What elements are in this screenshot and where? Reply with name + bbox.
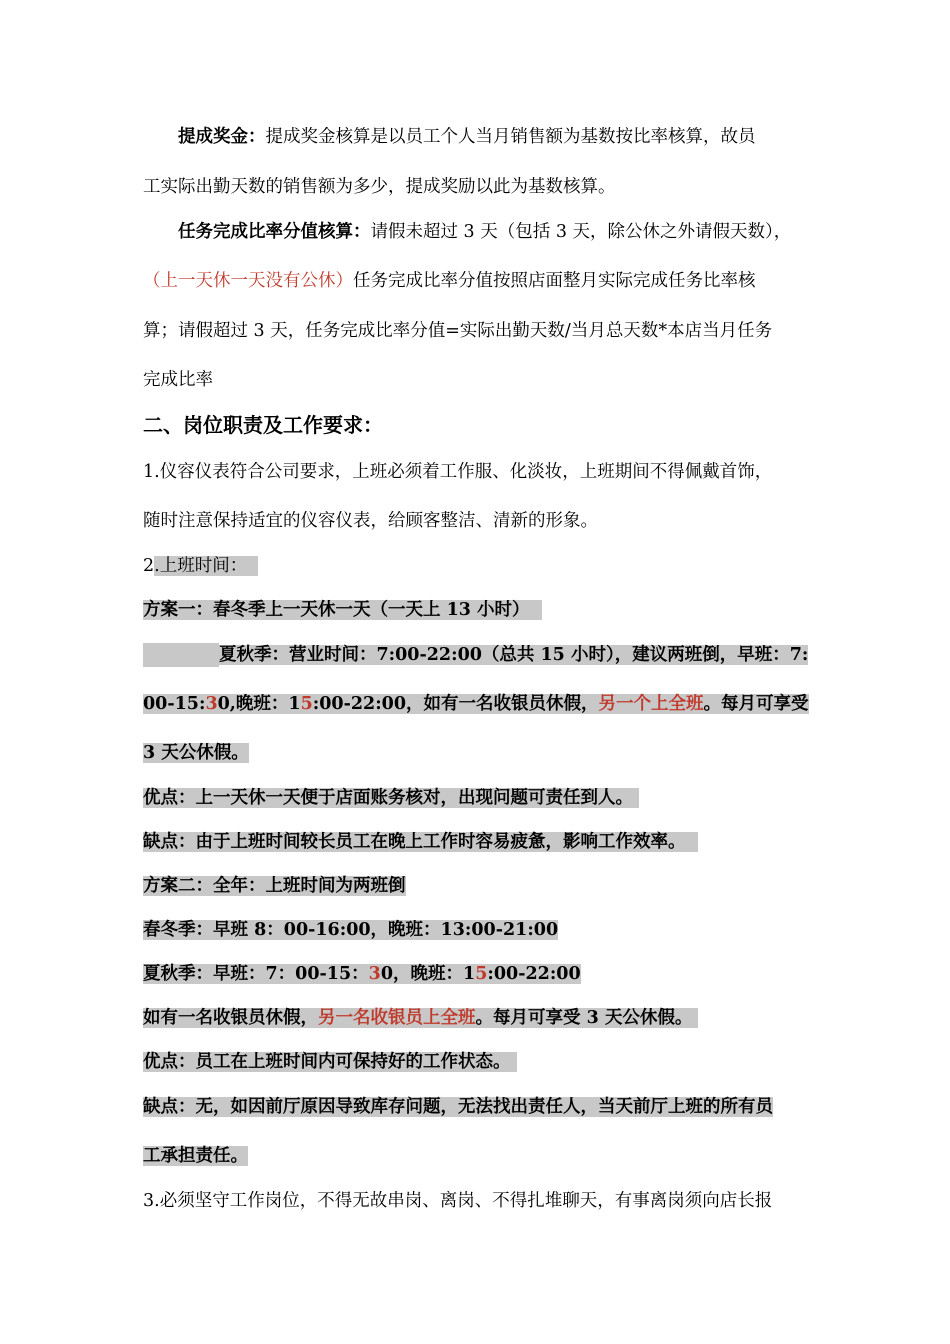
item1-line-2: 随时注意保持适宜的仪容仪表，给顾客整洁、清新的形象。 <box>143 511 598 531</box>
item3-line-1: 3.必须坚守工作岗位，不得无故串岗、离岗、不得扎堆聊天，有事离岗须向店长报 <box>143 1191 773 1211</box>
plan1-cons: 缺点：由于上班时间较长员工在晚上工作时容易疲惫，影响工作效率。 <box>143 830 698 854</box>
bonus-label: 提成奖金： <box>178 127 266 147</box>
plan2-cons-line-2: 工承担责任。 <box>143 1146 248 1166</box>
task-paragraph-line-3: 算；请假超过 3 天，任务完成比率分值=实际出勤天数/当月总天数*本店当月任务 <box>143 321 773 341</box>
plan1-title: 方案一：春冬季上一天休一天（一天上 13 小时） <box>143 598 542 622</box>
item2-number: 2 <box>143 556 155 576</box>
plan2-title: 方案二：全年：上班时间为两班倒 <box>143 876 406 896</box>
bonus-text: 提成奖金核算是以员工个人当月销售额为基数按比率核算，故员 <box>265 127 756 147</box>
task-label: 任务完成比率分值核算： <box>178 222 371 242</box>
item1-line-1: 1.仪容仪表符合公司要求，上班必须着工作服、化淡妆，上班期间不得佩戴首饰， <box>143 462 773 482</box>
plan1-summer-line-2: 00-15:30,晚班：15:00-22:00，如有一名收银员休假，另一个上全班。每月可享受 <box>143 694 809 714</box>
section-title: 二、岗位职责及工作要求： <box>143 413 383 437</box>
task-text: 请假未超过 3 天（包括 3 天，除公休之外请假天数）， <box>370 222 792 242</box>
plan1-summer-line-3: 3 天公休假。 <box>143 743 249 763</box>
plan2-cons-line-1: 缺点：无，如因前厅原因导致库存问题，无法找出责任人，当天前厅上班的所有员 <box>143 1097 773 1117</box>
task-paragraph-line-4: 完成比率 <box>143 370 213 390</box>
item2-title: .上班时间： <box>154 556 248 576</box>
plan2-leave: 如有一名收银员休假，另一名收银员上全班。每月可享受 3 天公休假。 <box>143 1006 698 1030</box>
item2-heading <box>143 554 258 578</box>
plan2-pros: 优点：员工在上班时间内可保持好的工作状态。 <box>143 1050 517 1074</box>
plan1-summer-line-1: 夏秋季：营业时间：7:00-22:00（总共 15 小时），建议两班倒，早班：7: <box>143 643 808 667</box>
task-paragraph-line-1 <box>178 220 791 244</box>
plan1-pros: 优点：上一天休一天便于店面账务核对，出现问题可责任到人。 <box>143 786 639 810</box>
plan2-summer: 夏秋季：早班：7：00-15：30，晚班：15:00-22:00 <box>143 964 581 984</box>
task-paragraph-line-2 <box>143 269 756 293</box>
plan2-winter: 春冬季：早班 8：00-16:00，晚班：13:00-21:00 <box>143 920 559 940</box>
task-note-red: （上一天休一天没有公休） <box>143 271 353 291</box>
task-text-2: 任务完成比率分值按照店面整月实际完成任务比率核 <box>353 271 756 291</box>
bonus-paragraph-line-2: 工实际出勤天数的销售额为多少，提成奖励以此为基数核算。 <box>143 177 616 197</box>
bonus-paragraph-line-1 <box>178 125 756 149</box>
